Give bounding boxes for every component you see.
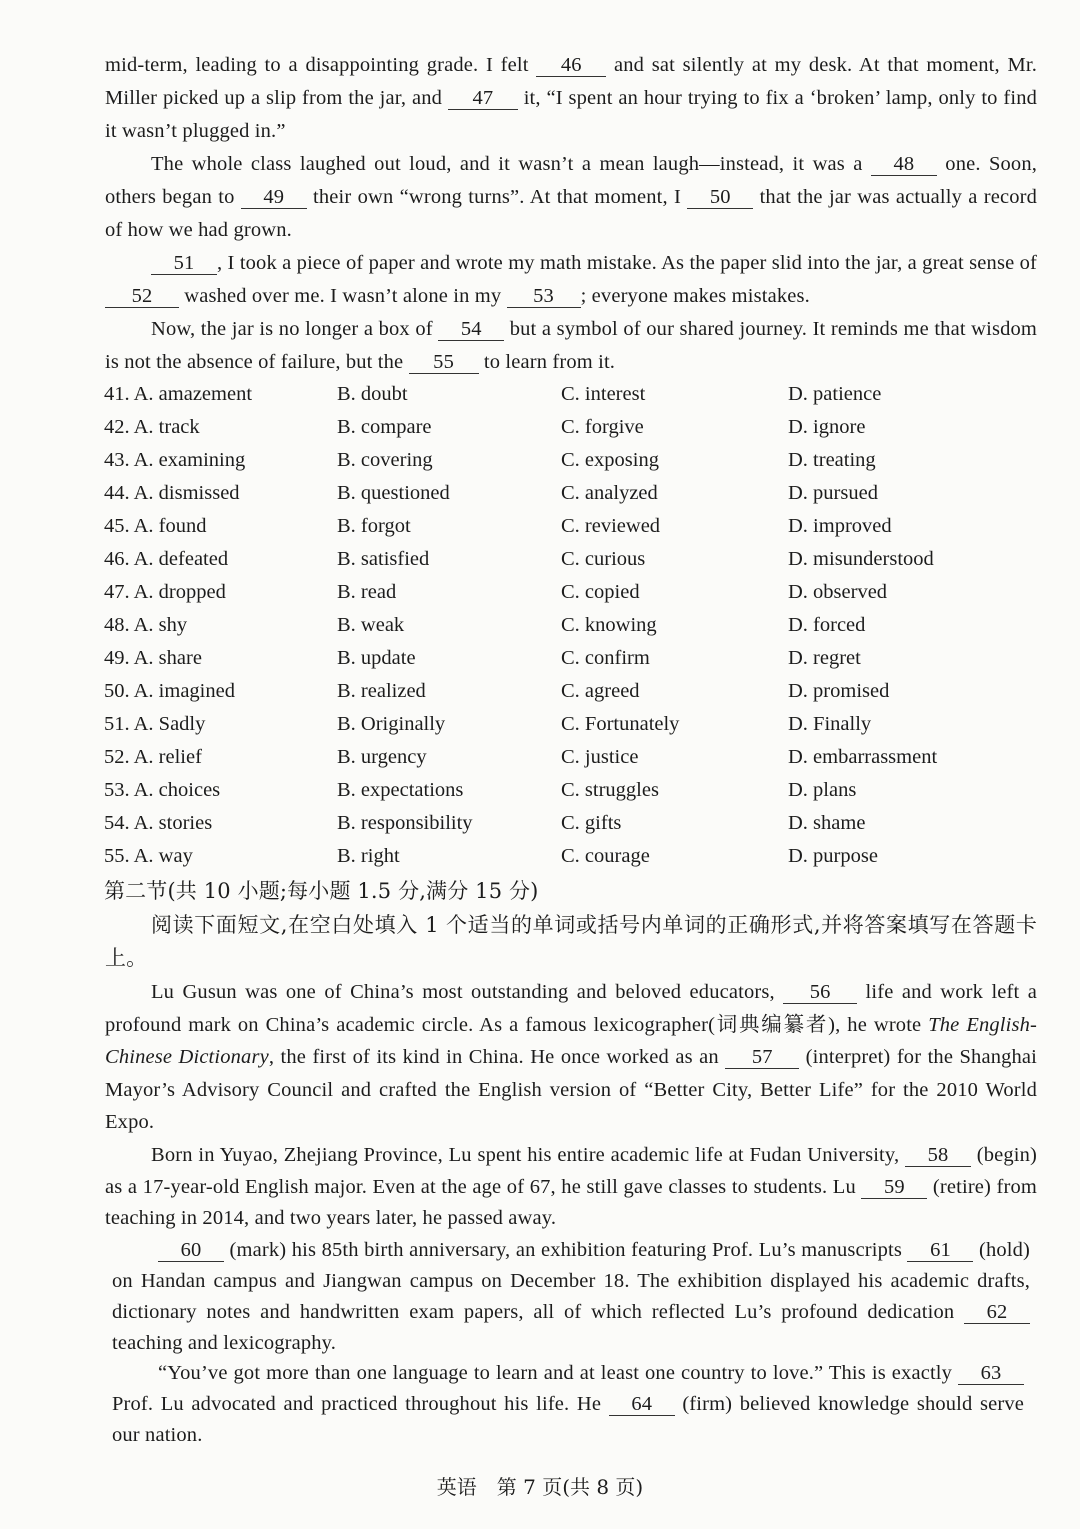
option-b: B. weak [337,614,405,636]
question-number: 46. A. defeated [104,548,229,570]
paragraph: Now, the jar is no longer a box of 54 but a symbol of our shared journey. It reminds me that wisdom is not the absence of failure, but the 55 to learn from it. [105,318,1038,373]
option-row [104,840,1044,873]
option-d: D. pursued [788,482,878,504]
answer-blank: 62 [964,1301,1030,1324]
answer-blank: 46 [536,54,606,77]
answer-blank: 53 [507,285,581,308]
option-row [104,807,1044,840]
option-d: D. promised [788,680,890,702]
answer-blank: 52 [105,285,179,308]
option-c: C. Fortunately [561,713,680,735]
option-d: D. treating [788,449,876,471]
option-b: B. forgot [337,515,411,537]
option-d: D. Finally [788,713,872,735]
paragraph: Lu Gusun was one of China’s most outstanding and beloved educators, 56 life and work left a profound mark on China’s academic circle. As a famous lexicographer(词典编纂者), he wrote The English-Chinese Dictionary, the first of its kind in China. He once worked as an 57 (interpret) for the Shanghai Mayor’s Advisory Council and crafted the English version of “Better City, Better Life” for the 2010 World Expo. [105,981,1038,1133]
option-c: C. interest [561,383,646,405]
answer-blank: 55 [409,351,479,374]
option-row [104,477,1044,510]
paragraph: mid-term, leading to a disappointing grade. I felt 46 and sat silently at my desk. At that moment, Mr. Miller picked up a slip from the jar, and 47 it, “I spent an hour trying to fix a ‘broken’ lamp, only to find it wasn’t plugged in.” [105,54,1038,142]
question-number: 47. A. dropped [104,581,226,603]
option-b: B. satisfied [337,548,430,570]
section-instruction: 阅读下面短文,在空白处填入 1 个适当的单词或括号内单词的正确形式,并将答案填写在答题卡上。 [105,913,1037,970]
option-row [104,411,1044,444]
section-heading: 第二节(共 10 小题;每小题 1.5 分,满分 15 分) [104,879,539,903]
answer-blank: 58 [905,1144,971,1167]
answer-blank: 57 [725,1046,799,1069]
option-b: B. compare [337,416,432,438]
option-row [104,378,1044,411]
option-c: C. struggles [561,779,659,801]
option-b: B. urgency [337,746,427,768]
question-number: 52. A. relief [104,746,202,768]
option-c: C. forgive [561,416,644,438]
option-row [104,444,1044,477]
answer-blank: 50 [687,186,753,209]
option-c: C. gifts [561,812,622,834]
option-b: B. update [337,647,416,669]
question-number: 42. A. track [104,416,200,438]
option-b: B. expectations [337,779,464,801]
question-number: 48. A. shy [104,614,188,636]
option-d: D. observed [788,581,888,603]
option-b: B. Originally [337,713,446,735]
question-number: 45. A. found [104,515,207,537]
option-b: B. right [337,845,400,867]
paragraph: 60 (mark) his 85th birth anniversary, an exhibition featuring Prof. Lu’s manuscripts 61 (hold) on Handan campus and Jiangwan campus on December 18. The exhibition displayed his academic drafts, dictionary notes and handwritten exam papers, all of which reflected Lu’s profound dedication 62 teaching and lexicography. [112,1239,1030,1354]
answer-blank: 64 [609,1393,675,1416]
page-footer: 英语 第 7 页(共 8 页) [436,1475,644,1499]
question-number: 44. A. dismissed [104,482,240,504]
answer-blank: 47 [448,87,518,110]
answer-blank: 59 [861,1176,927,1199]
answer-blank: 49 [241,186,307,209]
option-row [104,609,1044,642]
answer-blank: 56 [783,981,857,1004]
option-row [104,543,1044,576]
option-b: B. realized [337,680,426,702]
answer-blank: 63 [958,1362,1024,1385]
option-b: B. read [337,581,397,603]
answer-blank: 60 [158,1239,224,1262]
option-d: D. misunderstood [788,548,934,570]
paragraph: 51 , I took a piece of paper and wrote my math mistake. As the paper slid into the jar, a great sense of 52 washed over me. I wasn’t alone in my 53 ; everyone makes mistakes. [105,247,1037,313]
option-row [104,510,1044,543]
answer-blank: 48 [871,153,937,176]
question-number: 41. A. amazement [104,383,253,405]
question-number: 49. A. share [104,647,202,669]
question-number: 43. A. examining [104,449,246,471]
option-c: C. confirm [561,647,650,669]
option-d: D. purpose [788,845,878,867]
paragraph: Born in Yuyao, Zhejiang Province, Lu spent his entire academic life at Fudan University, 58 (begin) as a 17-year-old English major. Even at the age of 67, he still gave classes to students. Lu 59 (retire) from teaching in 2014, and two years later, he passed away. [105,1144,1037,1229]
paragraph: “You’ve got more than one language to learn and at least one country to love.” This is exactly 63 Prof. Lu advocated and practiced throughout his life. He 64 (firm) believed knowledge should serve our nation. [112,1362,1025,1446]
option-row [104,708,1044,741]
option-c: C. curious [561,548,646,570]
option-c: C. knowing [561,614,657,636]
book-title: The English-Chinese Dictionary [105,1013,1037,1068]
question-number: 51. A. Sadly [104,713,206,735]
answer-blank: 54 [438,318,504,341]
option-row [104,774,1044,807]
option-d: D. ignore [788,416,866,438]
question-number: 50. A. imagined [104,680,235,702]
option-b: B. responsibility [337,812,473,834]
option-d: D. patience [788,383,882,405]
option-b: B. questioned [337,482,450,504]
option-d: D. regret [788,647,861,669]
option-b: B. covering [337,449,433,471]
option-d: D. improved [788,515,892,537]
question-number: 53. A. choices [104,779,221,801]
option-c: C. justice [561,746,639,768]
option-row [104,741,1044,774]
question-number: 55. A. way [104,845,193,867]
option-d: D. plans [788,779,857,801]
option-c: C. courage [561,845,650,867]
option-c: C. analyzed [561,482,658,504]
option-c: C. reviewed [561,515,661,537]
question-number: 54. A. stories [104,812,213,834]
option-d: D. forced [788,614,866,636]
option-d: D. shame [788,812,866,834]
option-d: D. embarrassment [788,746,938,768]
option-c: C. exposing [561,449,659,471]
option-row [104,642,1044,675]
option-c: C. copied [561,581,640,603]
answer-blank: 51 [151,252,217,275]
option-c: C. agreed [561,680,640,702]
option-b: B. doubt [337,383,408,405]
paragraph: The whole class laughed out loud, and it wasn’t a mean laugh—instead, it was a 48 one. Soon, others began to 49 their own “wrong turns”. At that moment, I 50 that the jar was actually a record of how we had grown. [105,153,1038,241]
option-row [104,675,1044,708]
answer-blank: 61 [907,1239,973,1262]
option-row [104,576,1044,609]
